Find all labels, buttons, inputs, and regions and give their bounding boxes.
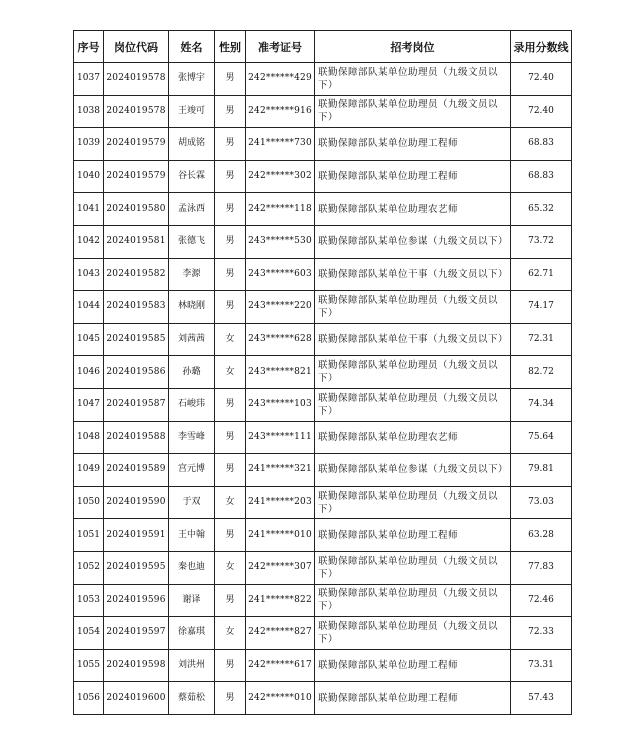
cell-position: 联勤保障部队某单位助理员（九级文员以下） bbox=[315, 486, 511, 519]
cell-ticket: 241******822 bbox=[246, 584, 315, 617]
table-row bbox=[74, 63, 572, 96]
cell-ticket: 242******429 bbox=[246, 63, 315, 96]
cell-sex: 男 bbox=[215, 63, 246, 96]
cell-ticket: 243******103 bbox=[246, 388, 315, 421]
cell-no: 1045 bbox=[74, 323, 104, 356]
cell-code: 2024019579 bbox=[104, 160, 169, 193]
cell-score: 82.72 bbox=[511, 356, 572, 389]
cell-position: 联勤保障部队某单位助理员（九级文员以下） bbox=[315, 617, 511, 650]
table-row bbox=[74, 486, 572, 519]
cell-name: 于双 bbox=[169, 486, 215, 519]
cell-score: 77.83 bbox=[511, 551, 572, 584]
cell-code: 2024019580 bbox=[104, 193, 169, 226]
cell-no: 1039 bbox=[74, 128, 104, 161]
cell-code: 2024019590 bbox=[104, 486, 169, 519]
header-sex: 性别 bbox=[215, 31, 246, 63]
cell-position: 联勤保障部队某单位助理员（九级文员以下） bbox=[315, 388, 511, 421]
cell-score: 62.71 bbox=[511, 258, 572, 291]
cell-ticket: 242******617 bbox=[246, 649, 315, 682]
cell-name: 刘洪州 bbox=[169, 649, 215, 682]
cell-score: 73.31 bbox=[511, 649, 572, 682]
table-row bbox=[74, 519, 572, 552]
cell-name: 蔡茹松 bbox=[169, 682, 215, 715]
cell-score: 79.81 bbox=[511, 454, 572, 487]
cell-score: 74.17 bbox=[511, 291, 572, 324]
cell-score: 74.34 bbox=[511, 388, 572, 421]
table-row bbox=[74, 193, 572, 226]
cell-ticket: 241******321 bbox=[246, 454, 315, 487]
cell-position: 联勤保障部队某单位助理工程师 bbox=[315, 682, 511, 715]
cell-ticket: 243******628 bbox=[246, 323, 315, 356]
cell-position: 联勤保障部队某单位助理农艺师 bbox=[315, 421, 511, 454]
cell-name: 李雪峰 bbox=[169, 421, 215, 454]
cell-ticket: 242******916 bbox=[246, 95, 315, 128]
cell-name: 石峻玮 bbox=[169, 388, 215, 421]
cell-name: 胡成铭 bbox=[169, 128, 215, 161]
table-row bbox=[74, 95, 572, 128]
cell-no: 1048 bbox=[74, 421, 104, 454]
cell-sex: 男 bbox=[215, 160, 246, 193]
cell-code: 2024019600 bbox=[104, 682, 169, 715]
header-row bbox=[74, 31, 572, 63]
cell-position: 联勤保障部队某单位助理员（九级文员以下） bbox=[315, 95, 511, 128]
cell-name: 谷长霖 bbox=[169, 160, 215, 193]
table-row bbox=[74, 617, 572, 650]
cell-no: 1052 bbox=[74, 551, 104, 584]
cell-position: 联勤保障部队某单位参谋（九级文员以下） bbox=[315, 225, 511, 258]
cell-name: 谢译 bbox=[169, 584, 215, 617]
cell-position: 联勤保障部队某单位助理员（九级文员以下） bbox=[315, 356, 511, 389]
cell-code: 2024019586 bbox=[104, 356, 169, 389]
cell-ticket: 243******111 bbox=[246, 421, 315, 454]
table-row bbox=[74, 388, 572, 421]
cell-code: 2024019597 bbox=[104, 617, 169, 650]
cell-position: 联勤保障部队某单位干事（九级文员以下） bbox=[315, 258, 511, 291]
cell-code: 2024019589 bbox=[104, 454, 169, 487]
cell-position: 联勤保障部队某单位助理工程师 bbox=[315, 519, 511, 552]
cell-position: 联勤保障部队某单位助理员（九级文员以下） bbox=[315, 551, 511, 584]
cell-position: 联勤保障部队某单位助理工程师 bbox=[315, 128, 511, 161]
cell-sex: 男 bbox=[215, 682, 246, 715]
cell-code: 2024019579 bbox=[104, 128, 169, 161]
cell-ticket: 243******220 bbox=[246, 291, 315, 324]
cell-ticket: 241******203 bbox=[246, 486, 315, 519]
cell-score: 75.64 bbox=[511, 421, 572, 454]
cell-no: 1047 bbox=[74, 388, 104, 421]
table-body bbox=[74, 63, 572, 715]
cell-no: 1049 bbox=[74, 454, 104, 487]
cell-score: 63.28 bbox=[511, 519, 572, 552]
cell-sex: 女 bbox=[215, 486, 246, 519]
cell-position: 联勤保障部队某单位助理员（九级文员以下） bbox=[315, 584, 511, 617]
cell-name: 李源 bbox=[169, 258, 215, 291]
cell-score: 73.03 bbox=[511, 486, 572, 519]
table-row bbox=[74, 682, 572, 715]
cell-sex: 男 bbox=[215, 193, 246, 226]
cell-no: 1046 bbox=[74, 356, 104, 389]
cell-sex: 男 bbox=[215, 519, 246, 552]
results-sheet bbox=[73, 30, 572, 715]
cell-no: 1044 bbox=[74, 291, 104, 324]
cell-code: 2024019582 bbox=[104, 258, 169, 291]
cell-sex: 女 bbox=[215, 356, 246, 389]
cell-name: 宫元博 bbox=[169, 454, 215, 487]
cell-ticket: 243******821 bbox=[246, 356, 315, 389]
cell-code: 2024019583 bbox=[104, 291, 169, 324]
cell-name: 张德飞 bbox=[169, 225, 215, 258]
header-code: 岗位代码 bbox=[104, 31, 169, 63]
cell-no: 1041 bbox=[74, 193, 104, 226]
cell-score: 68.83 bbox=[511, 160, 572, 193]
cell-no: 1050 bbox=[74, 486, 104, 519]
cell-score: 72.40 bbox=[511, 95, 572, 128]
cell-position: 联勤保障部队某单位干事（九级文员以下） bbox=[315, 323, 511, 356]
cell-ticket: 242******010 bbox=[246, 682, 315, 715]
cell-sex: 男 bbox=[215, 225, 246, 258]
results-table bbox=[73, 30, 572, 715]
cell-code: 2024019595 bbox=[104, 551, 169, 584]
cell-no: 1054 bbox=[74, 617, 104, 650]
cell-sex: 男 bbox=[215, 388, 246, 421]
cell-ticket: 242******307 bbox=[246, 551, 315, 584]
table-row bbox=[74, 323, 572, 356]
table-row bbox=[74, 356, 572, 389]
cell-sex: 男 bbox=[215, 291, 246, 324]
cell-no: 1051 bbox=[74, 519, 104, 552]
cell-score: 72.31 bbox=[511, 323, 572, 356]
cell-position: 联勤保障部队某单位助理工程师 bbox=[315, 160, 511, 193]
cell-score: 68.83 bbox=[511, 128, 572, 161]
cell-code: 2024019585 bbox=[104, 323, 169, 356]
cell-sex: 男 bbox=[215, 128, 246, 161]
cell-sex: 男 bbox=[215, 454, 246, 487]
cell-position: 联勤保障部队某单位参谋（九级文员以下） bbox=[315, 454, 511, 487]
cell-no: 1056 bbox=[74, 682, 104, 715]
cell-code: 2024019598 bbox=[104, 649, 169, 682]
cell-name: 王竣可 bbox=[169, 95, 215, 128]
cell-sex: 女 bbox=[215, 323, 246, 356]
cell-no: 1037 bbox=[74, 63, 104, 96]
cell-name: 秦也迪 bbox=[169, 551, 215, 584]
cell-name: 孙璐 bbox=[169, 356, 215, 389]
cell-position: 联勤保障部队某单位助理员（九级文员以下） bbox=[315, 291, 511, 324]
cell-no: 1055 bbox=[74, 649, 104, 682]
cell-name: 张博宇 bbox=[169, 63, 215, 96]
cell-no: 1040 bbox=[74, 160, 104, 193]
table-row bbox=[74, 421, 572, 454]
table-row bbox=[74, 584, 572, 617]
cell-code: 2024019588 bbox=[104, 421, 169, 454]
header-score: 录用分数线 bbox=[511, 31, 572, 63]
cell-ticket: 242******827 bbox=[246, 617, 315, 650]
cell-sex: 男 bbox=[215, 421, 246, 454]
header-no: 序号 bbox=[74, 31, 104, 63]
cell-sex: 女 bbox=[215, 551, 246, 584]
cell-name: 徐嘉琪 bbox=[169, 617, 215, 650]
cell-no: 1042 bbox=[74, 225, 104, 258]
cell-no: 1038 bbox=[74, 95, 104, 128]
cell-name: 王中翰 bbox=[169, 519, 215, 552]
cell-ticket: 242******302 bbox=[246, 160, 315, 193]
header-ticket: 准考证号 bbox=[246, 31, 315, 63]
cell-sex: 男 bbox=[215, 95, 246, 128]
cell-code: 2024019587 bbox=[104, 388, 169, 421]
cell-score: 72.33 bbox=[511, 617, 572, 650]
cell-ticket: 243******530 bbox=[246, 225, 315, 258]
cell-score: 73.72 bbox=[511, 225, 572, 258]
cell-ticket: 243******603 bbox=[246, 258, 315, 291]
table-row bbox=[74, 128, 572, 161]
cell-sex: 男 bbox=[215, 649, 246, 682]
cell-code: 2024019596 bbox=[104, 584, 169, 617]
cell-code: 2024019591 bbox=[104, 519, 169, 552]
header-position: 招考岗位 bbox=[315, 31, 511, 63]
cell-ticket: 241******730 bbox=[246, 128, 315, 161]
table-row bbox=[74, 258, 572, 291]
table-row bbox=[74, 551, 572, 584]
cell-name: 刘茜茜 bbox=[169, 323, 215, 356]
table-row bbox=[74, 649, 572, 682]
cell-ticket: 242******118 bbox=[246, 193, 315, 226]
cell-score: 72.40 bbox=[511, 63, 572, 96]
cell-position: 联勤保障部队某单位助理员（九级文员以下） bbox=[315, 63, 511, 96]
cell-sex: 男 bbox=[215, 258, 246, 291]
cell-sex: 女 bbox=[215, 617, 246, 650]
cell-name: 孟泳西 bbox=[169, 193, 215, 226]
cell-score: 65.32 bbox=[511, 193, 572, 226]
cell-code: 2024019578 bbox=[104, 63, 169, 96]
table-row bbox=[74, 291, 572, 324]
cell-code: 2024019578 bbox=[104, 95, 169, 128]
table-row bbox=[74, 225, 572, 258]
table-row bbox=[74, 160, 572, 193]
cell-no: 1053 bbox=[74, 584, 104, 617]
cell-no: 1043 bbox=[74, 258, 104, 291]
cell-ticket: 241******010 bbox=[246, 519, 315, 552]
cell-name: 林晓刚 bbox=[169, 291, 215, 324]
cell-position: 联勤保障部队某单位助理农艺师 bbox=[315, 193, 511, 226]
cell-score: 72.46 bbox=[511, 584, 572, 617]
cell-sex: 男 bbox=[215, 584, 246, 617]
table-row bbox=[74, 454, 572, 487]
cell-position: 联勤保障部队某单位助理工程师 bbox=[315, 649, 511, 682]
cell-score: 57.43 bbox=[511, 682, 572, 715]
header-name: 姓名 bbox=[169, 31, 215, 63]
cell-code: 2024019581 bbox=[104, 225, 169, 258]
